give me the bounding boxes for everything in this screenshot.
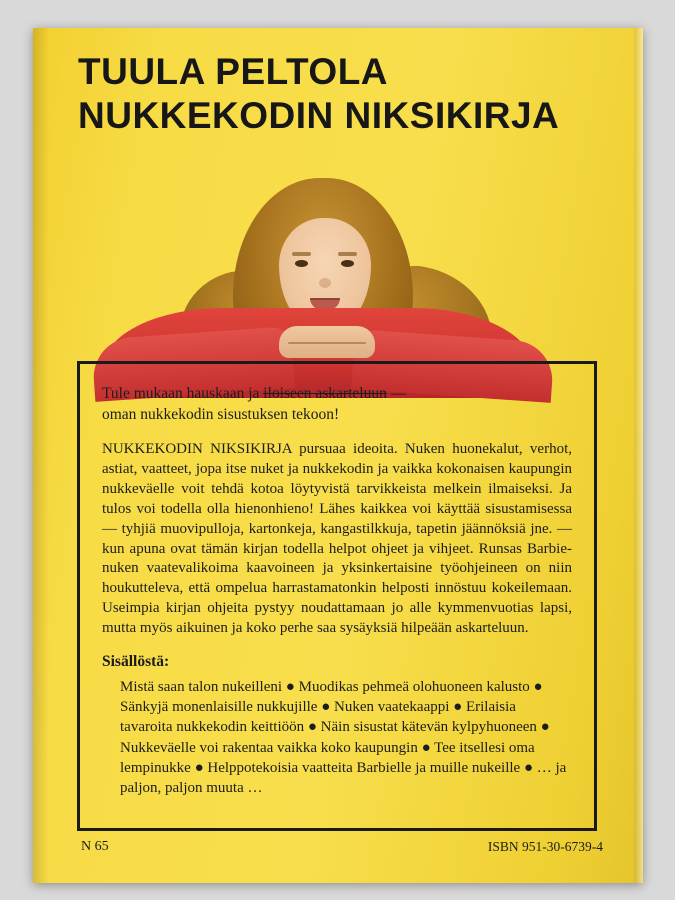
lead-paragraph	[102, 384, 572, 426]
eyebrow-right	[338, 252, 357, 256]
body-paragraph: NUKKEKODIN NIKSIKIRJA pursuaa ideoita. Nuken huonekalut, verhot, astiat, vaatteet, jopa itse nuket ja nukkekodin ja vaikka kokonaisen kaupungin nukkeväelle voit tehdä kotoa löytyvistä tarvikkeista melkein ilmaiseksi. Ja tulos voi todella olla hienonhieno! Lähes kaikkea voi käyttää sisustamisessa — tyhjiä muovipulloja, kartonkeja, kangastilkkuja, tapetin jäännöksiä jne. — kun apuna ovat tämän kirjan todella helpot ohjeet ja vihjeet. Runsas Barbie-nuken vaatevalikoima kaavoineen ja yksinkertaisine työohjeineen on niin houkutteleva, että ompelua harrastamatonkin helposti innöstuu kokeilemaan. Useimpia kirjan ohjeita pystyy noudattamaan jo alle kymmenvuotias lapsi, mutta myös aikuinen ja koko perhe saa sysäyksiä hilpeään askarteluun.	[102, 440, 572, 637]
lead-text-3: oman nukkekodin sisustuksen tekoon!	[102, 405, 340, 423]
eye-right	[341, 260, 354, 267]
title-block	[78, 50, 608, 137]
author-name: TUULA PELTOLA	[78, 51, 389, 92]
cover-photo-girl	[83, 158, 553, 393]
lead-text-1: Tule mukaan hauskaan ja	[102, 385, 264, 402]
spine-shadow	[33, 28, 49, 883]
page-edge	[634, 28, 643, 883]
book-title: NUKKEKODIN NIKSIKIRJA	[78, 94, 560, 136]
catalog-code: N 65	[81, 839, 109, 854]
lead-text-2: —	[386, 385, 407, 402]
isbn: ISBN 951-30-6739-4	[487, 839, 603, 854]
hand-crease	[288, 342, 366, 344]
blurb-box	[77, 361, 597, 831]
eyebrow-left	[292, 252, 311, 256]
lead-text-struck: iloiseen askarteluun	[263, 385, 387, 402]
eye-left	[295, 260, 308, 267]
book-cover	[33, 28, 643, 883]
contents-list: Mistä saan talon nukeilleni ● Muodikas pehmeä olohuoneen kalusto ● Sänkyjä monenlaisille nukkujille ● Nuken vaatekaappi ● Erilaisia tavaroita nukkekodin keittiöön ● Näin sisustat kätevän kylpyhuoneen ● Nukkeväelle voi rakentaa vaikka koko kaupungin ● Tee itsellesi oma lempinukke ● Helppotekoisia vaatteita Barbielle ja muille nukeille ● … ja paljon, paljon muuta …	[120, 679, 567, 796]
contents-heading: Sisällöstä:	[102, 653, 170, 671]
nose	[319, 278, 331, 288]
